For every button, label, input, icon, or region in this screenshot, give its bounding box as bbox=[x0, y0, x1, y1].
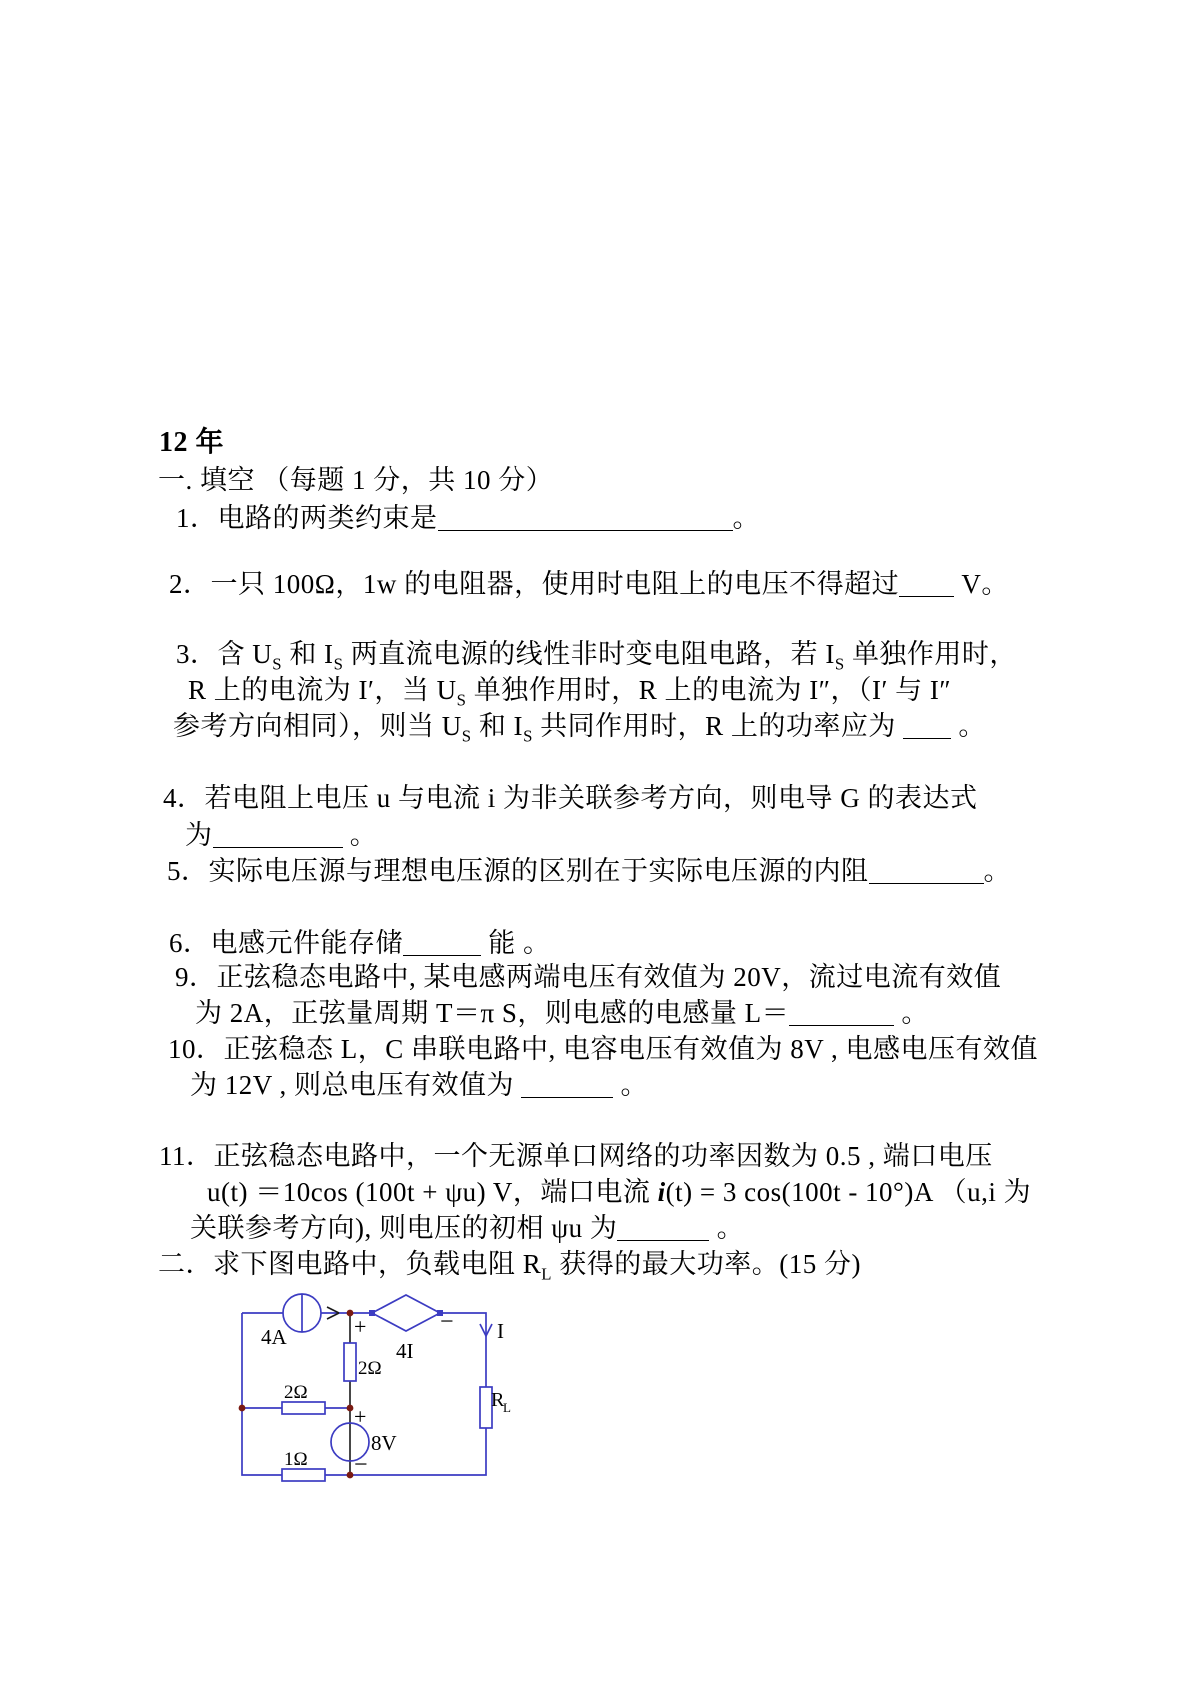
voltage-source-minus: − bbox=[354, 1452, 368, 1478]
page-title: 12 年 bbox=[159, 427, 225, 458]
fill-in-blank bbox=[617, 1239, 709, 1241]
branch-current-label: I bbox=[497, 1319, 504, 1343]
question-6: 6．电感元件能存储 能 。 bbox=[169, 928, 551, 958]
voltage-source-label: 8V bbox=[371, 1431, 397, 1455]
question-4-line2: 为 。 bbox=[185, 820, 378, 850]
resistor-bottom-icon bbox=[282, 1469, 325, 1481]
voltage-source-plus: + bbox=[354, 1404, 367, 1429]
resistor-mid-label: 2Ω bbox=[284, 1382, 308, 1403]
question-3-line3: 参考方向相同），则当 $U_S$ 和 $I_S$ 共同作用时，R 上的功率应为 。 bbox=[173, 711, 986, 746]
load-resistor-label: R bbox=[491, 1389, 505, 1411]
fill-in-blank bbox=[403, 954, 481, 956]
fill-in-blank bbox=[789, 1024, 894, 1026]
question-5: 5．实际电压源与理想电压源的区别在于实际电压源的内阻 。 bbox=[167, 856, 1011, 886]
center-branch bbox=[327, 1307, 350, 1475]
resistor-top-label: 2Ω bbox=[358, 1358, 382, 1379]
resistor-bottom-label: 1Ω bbox=[284, 1449, 308, 1470]
question-10-line2: 为 12V , 则总电压有效值为 。 bbox=[190, 1070, 649, 1100]
section2-header: 二．求下图电路中，负载电阻 $R_L$ 获得的最大功率。(15 分) bbox=[158, 1249, 861, 1284]
fill-in-blank bbox=[903, 737, 951, 739]
question-2: 2．一只 100Ω，1w 的电阻器，使用时电阻上的电压不得超过 V。 bbox=[169, 569, 1009, 599]
question-3-line2: R 上的电流为 I′，当 $U_S$ 单独作用时，R 上的电流为 I″，（I′ 与 I″ bbox=[188, 675, 952, 710]
load-resistor-sub: L bbox=[503, 1400, 511, 1415]
dependent-source-icon bbox=[372, 1295, 440, 1331]
question-4-line1: 4．若电阻上电压 u 与电流 i 为非关联参考方向，则电导 G 的表达式 bbox=[163, 783, 978, 813]
circuit-wires bbox=[242, 1294, 492, 1475]
current-source-label: 4A bbox=[261, 1325, 287, 1349]
section1-header: 一. 填空 （每题 1 分，共 10 分） bbox=[158, 465, 554, 495]
question-10-line1: 10．正弦稳态 L，C 串联电路中, 电容电压有效值为 8V , 电感电压有效值 bbox=[168, 1034, 1039, 1064]
question-11-line1: 11．正弦稳态电路中，一个无源单口网络的功率因数为 0.5 , 端口电压 bbox=[159, 1141, 993, 1171]
question-9-line1: 9．正弦稳态电路中, 某电感两端电压有效值为 20V，流过电流有效值 bbox=[175, 962, 1002, 992]
question-11-line3: 关联参考方向), 则电压的初相 ψu 为 。 bbox=[190, 1213, 745, 1243]
question-3-line1: 3．含 $U_S$ 和 $I_S$ 两直流电源的线性非时变电阻电路，若 $I_S$ 单独作用时， bbox=[176, 639, 1017, 674]
dep-source-plus: + bbox=[354, 1314, 367, 1339]
resistors bbox=[282, 1343, 492, 1481]
question-9-line2: 为 2A，正弦量周期 T＝π S，则电感的电感量 L＝ 。 bbox=[195, 998, 929, 1028]
dependent-source-label: 4I bbox=[396, 1339, 414, 1363]
dep-source-minus: − bbox=[440, 1309, 454, 1335]
circuit-diagram bbox=[224, 1290, 534, 1495]
resistor-top-icon bbox=[344, 1343, 356, 1381]
fill-in-blank bbox=[521, 1096, 613, 1098]
question-11-line2: u(t) ＝10cos (100t + ψu) V，端口电流 i(t) = 3 cos(100t - 10°)A （u,i 为 bbox=[207, 1177, 1032, 1207]
fill-in-blank bbox=[899, 595, 954, 597]
question-1: 1．电路的两类约束是 。 bbox=[176, 503, 760, 533]
resistor-mid-icon bbox=[282, 1402, 325, 1414]
fill-in-blank bbox=[213, 846, 343, 848]
fill-in-blank bbox=[869, 882, 984, 884]
fill-in-blank bbox=[438, 529, 733, 531]
